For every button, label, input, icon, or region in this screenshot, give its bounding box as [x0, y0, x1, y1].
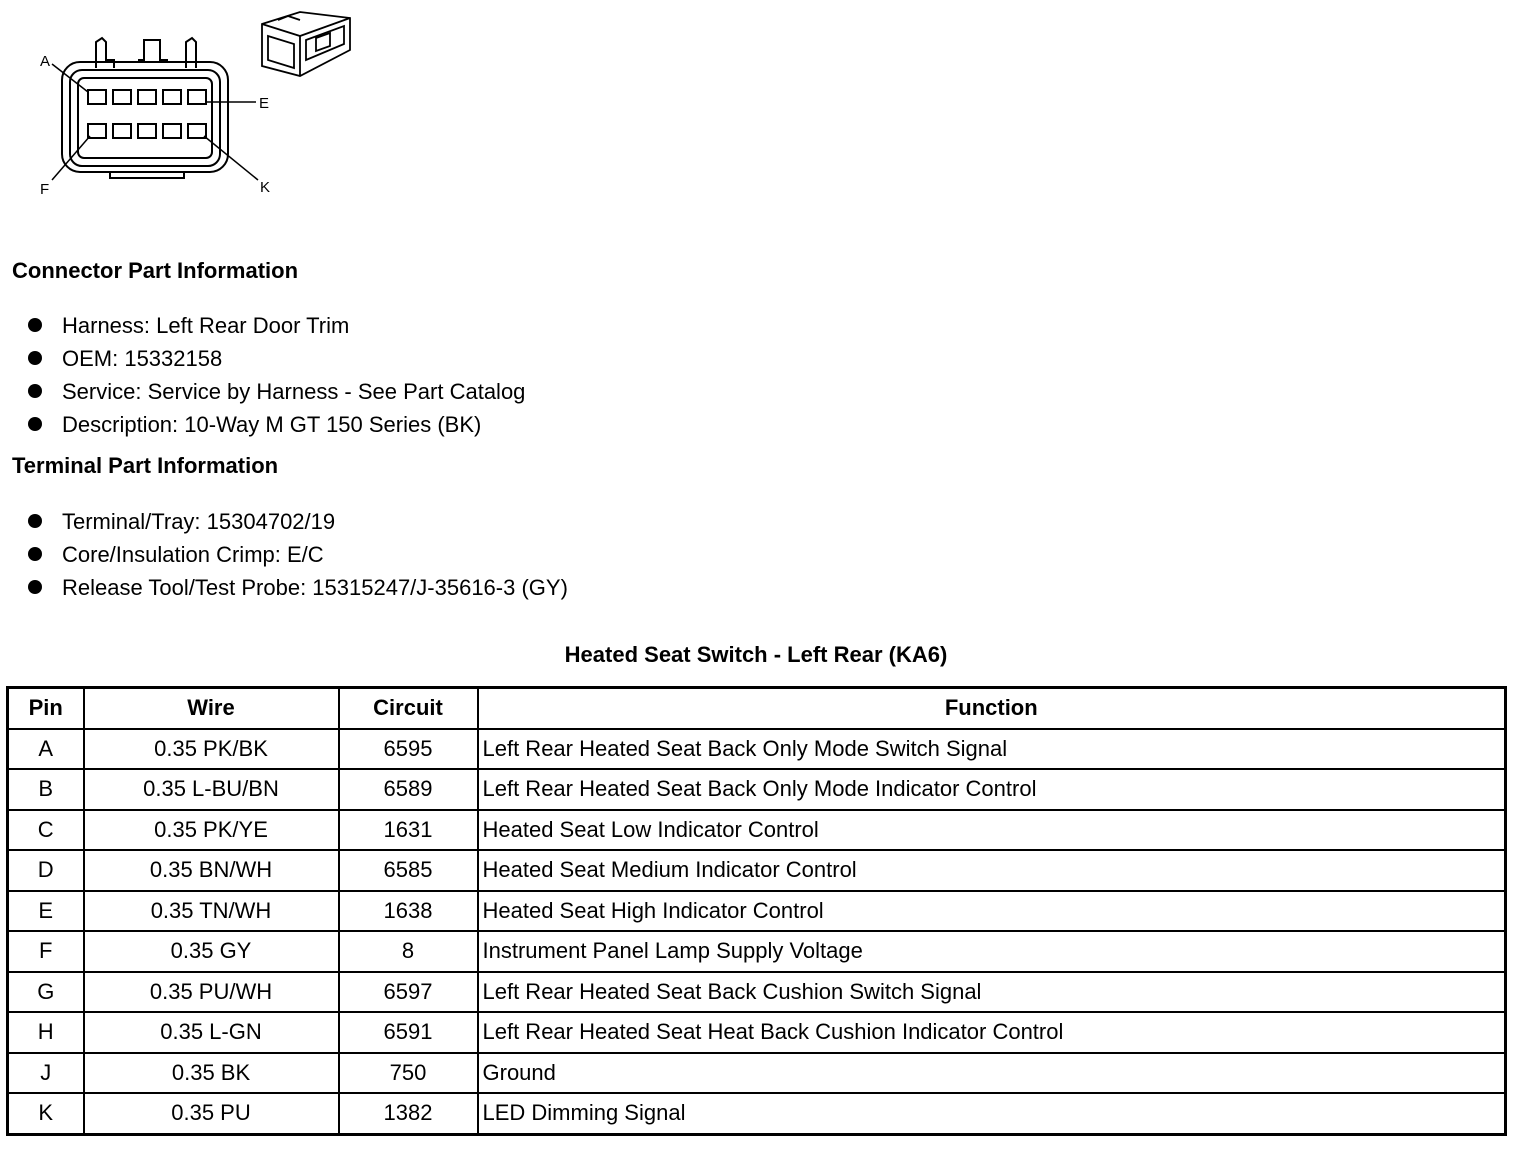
latch-tab-left — [96, 38, 114, 68]
pin-cavity — [113, 124, 131, 138]
cell-circuit: 8 — [339, 931, 478, 972]
cell-wire: 0.35 PK/BK — [84, 729, 339, 770]
pin-cavity — [113, 90, 131, 104]
pin-table — [6, 686, 1507, 1136]
terminal-info-list — [28, 505, 568, 604]
cell-wire: 0.35 L-BU/BN — [84, 769, 339, 810]
cell-function: Ground — [478, 1053, 1506, 1094]
header-pin: Pin — [8, 688, 84, 729]
leader-line-k — [204, 136, 258, 180]
cell-pin: C — [8, 810, 84, 851]
latch-tab-right — [186, 38, 196, 68]
cell-wire: 0.35 BN/WH — [84, 850, 339, 891]
cell-circuit: 1638 — [339, 891, 478, 932]
header-circuit: Circuit — [339, 688, 478, 729]
cell-function: Left Rear Heated Seat Back Cushion Switch Signal — [478, 972, 1506, 1013]
cell-pin: H — [8, 1012, 84, 1053]
cell-circuit: 6589 — [339, 769, 478, 810]
pin-cavity — [138, 90, 156, 104]
cell-function: Left Rear Heated Seat Back Only Mode Indicator Control — [478, 769, 1506, 810]
list-item: Core/Insulation Crimp: E/C — [28, 538, 568, 571]
list-item: Terminal/Tray: 15304702/19 — [28, 505, 568, 538]
table-row — [8, 1012, 1506, 1053]
header-function: Function — [478, 688, 1506, 729]
bullet-icon — [28, 580, 42, 594]
table-row — [8, 850, 1506, 891]
connector-isometric-icon — [262, 12, 350, 76]
pin-cavity — [88, 90, 106, 104]
cell-circuit: 6595 — [339, 729, 478, 770]
cell-circuit: 6585 — [339, 850, 478, 891]
cell-function: Left Rear Heated Seat Back Only Mode Switch Signal — [478, 729, 1506, 770]
cell-pin: G — [8, 972, 84, 1013]
terminal-info-heading: Terminal Part Information — [12, 453, 279, 478]
cell-circuit: 6591 — [339, 1012, 478, 1053]
cell-function: Left Rear Heated Seat Heat Back Cushion Indicator Control — [478, 1012, 1506, 1053]
bullet-icon — [28, 351, 42, 365]
pin-cavity — [163, 124, 181, 138]
cell-function: Instrument Panel Lamp Supply Voltage — [478, 931, 1506, 972]
pin-cavity — [138, 124, 156, 138]
cell-pin: J — [8, 1053, 84, 1094]
cell-circuit: 1382 — [339, 1093, 478, 1134]
connector-diagram — [20, 5, 365, 205]
table-row — [8, 769, 1506, 810]
cell-pin: D — [8, 850, 84, 891]
table-header-row — [8, 688, 1506, 729]
cell-function: Heated Seat High Indicator Control — [478, 891, 1506, 932]
cell-circuit: 750 — [339, 1053, 478, 1094]
connector-housing-inner — [70, 70, 220, 166]
table-row — [8, 891, 1506, 932]
table-row — [8, 810, 1506, 851]
list-item: Service: Service by Harness - See Part Catalog — [28, 375, 525, 408]
cell-wire: 0.35 GY — [84, 931, 339, 972]
list-item: Harness: Left Rear Door Trim — [28, 309, 525, 342]
cell-wire: 0.35 TN/WH — [84, 891, 339, 932]
cell-pin: F — [8, 931, 84, 972]
list-item: Description: 10-Way M GT 150 Series (BK) — [28, 408, 525, 441]
table-row — [8, 729, 1506, 770]
cell-function: Heated Seat Low Indicator Control — [478, 810, 1506, 851]
cell-function: Heated Seat Medium Indicator Control — [478, 850, 1506, 891]
cell-wire: 0.35 PU — [84, 1093, 339, 1134]
cell-circuit: 1631 — [339, 810, 478, 851]
pin-cavity — [163, 90, 181, 104]
bullet-icon — [28, 318, 42, 332]
bullet-icon — [28, 514, 42, 528]
pin-label-e: E — [259, 95, 270, 112]
cell-pin: E — [8, 891, 84, 932]
table-row — [8, 1053, 1506, 1094]
connector-info-list — [28, 309, 525, 441]
cell-pin: K — [8, 1093, 84, 1134]
table-title: Heated Seat Switch - Left Rear (KA6) — [564, 642, 948, 667]
latch-tab-center — [138, 40, 168, 60]
cell-wire: 0.35 PK/YE — [84, 810, 339, 851]
cell-pin: B — [8, 769, 84, 810]
bullet-icon — [28, 417, 42, 431]
pin-label-k: K — [260, 179, 271, 196]
cell-wire: 0.35 L-GN — [84, 1012, 339, 1053]
table-row — [8, 972, 1506, 1013]
cell-circuit: 6597 — [339, 972, 478, 1013]
bullet-icon — [28, 547, 42, 561]
cell-wire: 0.35 PU/WH — [84, 972, 339, 1013]
pin-label-f: F — [40, 181, 50, 198]
pin-cavity — [88, 124, 106, 138]
bullet-icon — [28, 384, 42, 398]
pin-cavity — [188, 124, 206, 138]
table-row — [8, 931, 1506, 972]
cell-pin: A — [8, 729, 84, 770]
pin-label-a: A — [40, 53, 51, 70]
list-item: Release Tool/Test Probe: 15315247/J-35616-3 (GY) — [28, 571, 568, 604]
list-item: OEM: 15332158 — [28, 342, 525, 375]
connector-info-heading: Connector Part Information — [12, 258, 299, 283]
table-row — [8, 1093, 1506, 1134]
header-wire: Wire — [84, 688, 339, 729]
cell-wire: 0.35 BK — [84, 1053, 339, 1094]
pin-cavity — [188, 90, 206, 104]
cell-function: LED Dimming Signal — [478, 1093, 1506, 1134]
